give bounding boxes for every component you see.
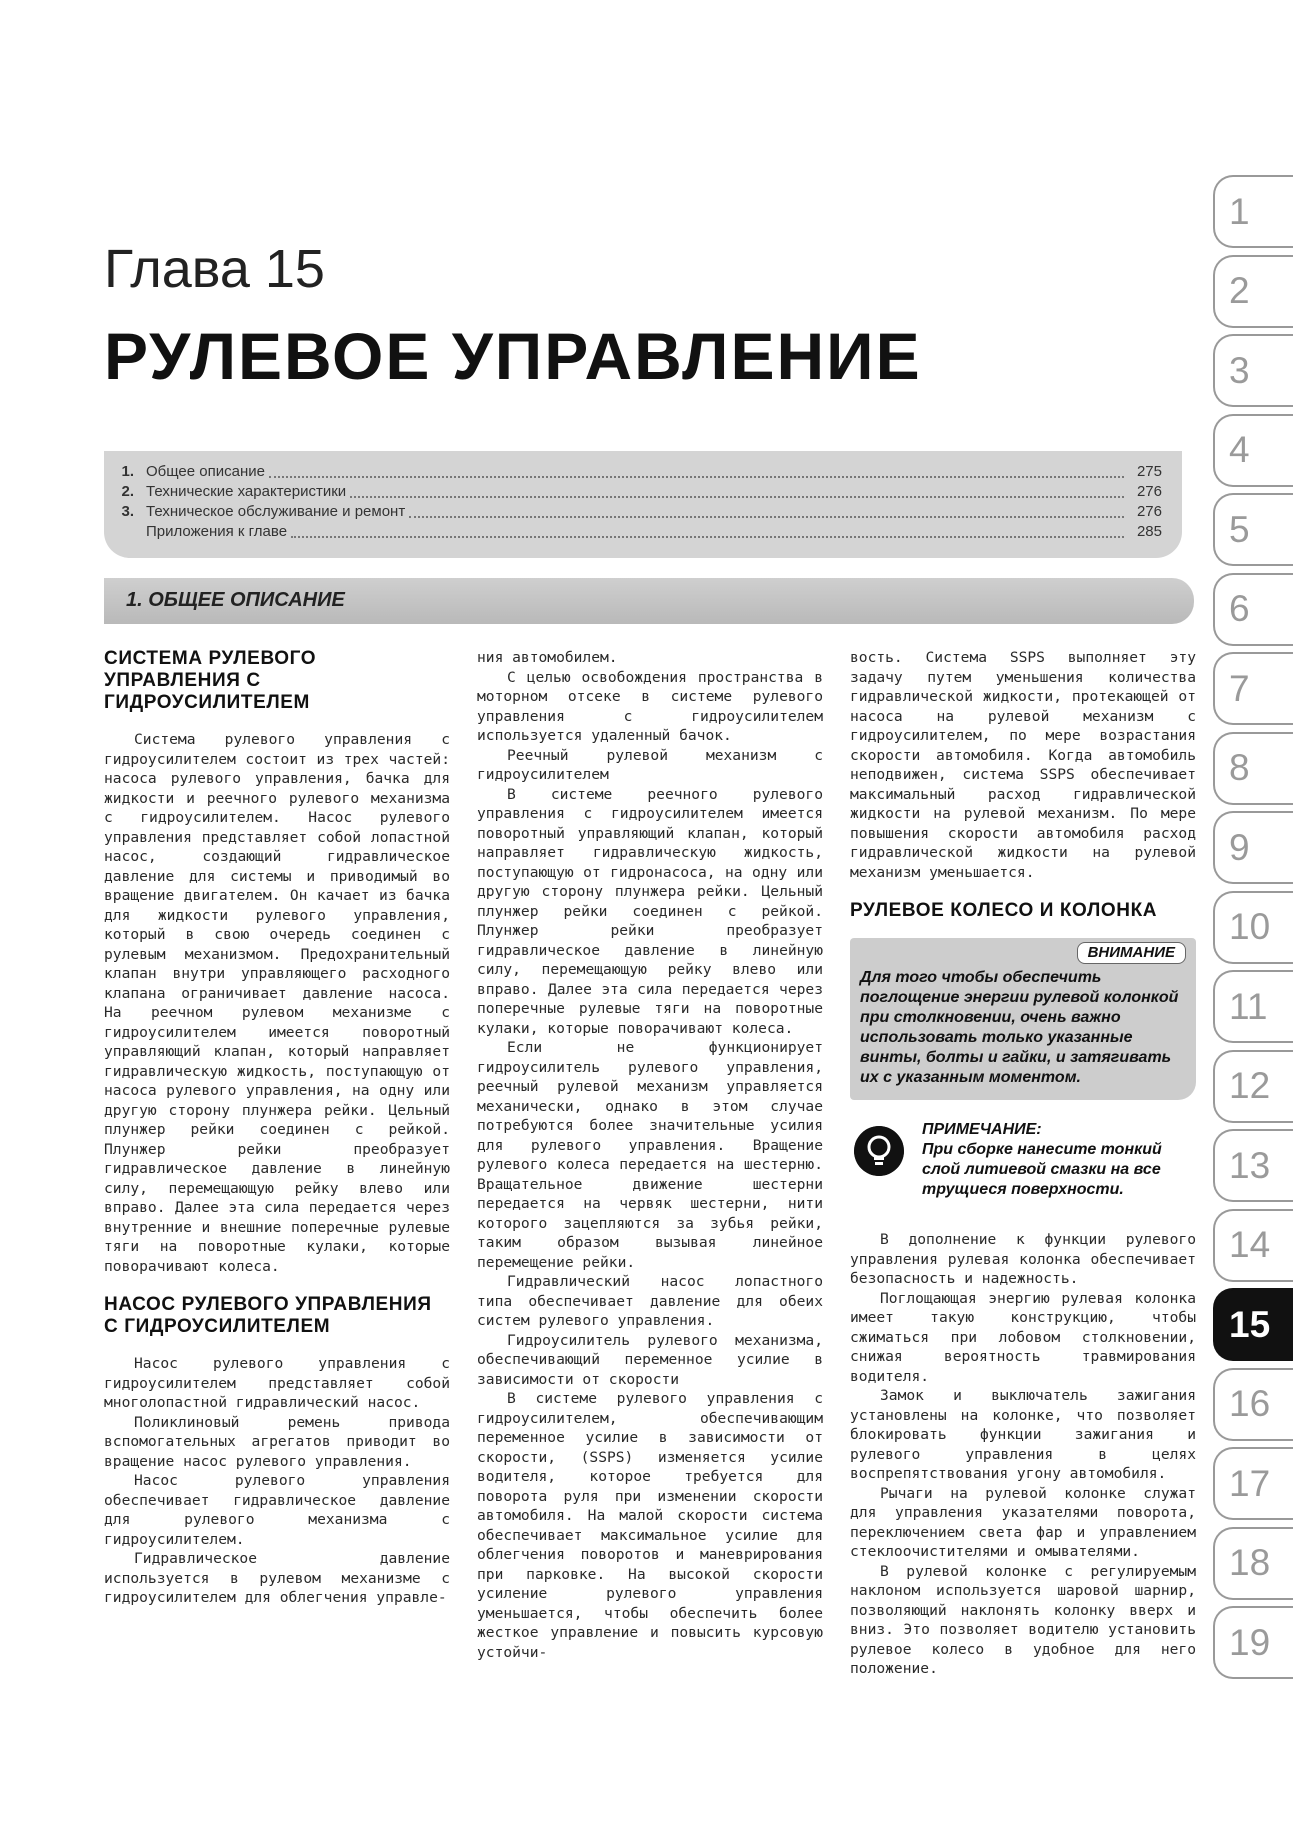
paragraph: Насос рулевого управления с гидроусилителем представляет собой многолопастной гидравлический насос. <box>104 1355 450 1411</box>
chapter-tab-15[interactable]: 15 <box>1213 1288 1293 1361</box>
warning-label: ВНИМАНИЕ <box>1077 942 1186 964</box>
chapter-tab-17[interactable]: 17 <box>1213 1447 1293 1520</box>
chapter-tab-12[interactable]: 12 <box>1213 1050 1293 1123</box>
paragraph: вость. Система SSPS выполняет эту задачу путем уменьшения количества гидравлической жидкости, протекающей от насоса на рулевой механизм с гидроусилителем, по мере возрастания скорости автомобиля. Когда автомобиль неподвижен, система SSPS обеспечивает максимальный расход гидравлической жидкости на рулевой механизм. По мере повышения скорости автомобиля расход гидравлической жидкости на рулевой механизм уменьшается. <box>850 649 1196 881</box>
paragraph: Поглощающая энергию рулевая колонка имеет такую конструкцию, чтобы сжиматься при лобовом столкновении, снижая вероятность травмирования водителя. <box>850 1289 1196 1385</box>
text-column-2 <box>477 648 823 1662</box>
section-title: 1. ОБЩЕЕ ОПИСАНИЕ <box>126 589 345 611</box>
chapter-tab-2[interactable]: 2 <box>1213 255 1293 328</box>
paragraph: В системе рулевого управления с гидроусилителем, обеспечивающим переменное усилие в зависимости от скорости, (SSPS) изменяется усилие водителя, которое требуется для поворота руля при изменении скорости автомобиля. На малой скорости система обеспечивает максимальное усилие для облегчения поворотов и маневрирования при парковке. На высокой скорости усиление рулевого управления уменьшается, чтобы обеспечить более жесткое управление и повысить курсовую устойчи- <box>477 1390 823 1661</box>
paragraph: Реечный рулевой механизм с гидроусилителем <box>477 746 823 783</box>
toc-number <box>104 523 146 543</box>
chapter-tab-3[interactable]: 3 <box>1213 334 1293 407</box>
toc-number: 1. <box>121 463 134 480</box>
toc-row[interactable] <box>104 503 1162 523</box>
toc-leader <box>291 523 1124 538</box>
warning-box <box>850 938 1196 1100</box>
note-text: При сборке нанесите тонкий слой литиевой смазки на все трущиеся поверхности. <box>922 1141 1162 1198</box>
paragraph: В рулевой колонке с регулируемым наклоном используется шаровой шарнир, позволяющий наклонять колонку вверх и вниз. Это позволяет водителю установить рулевое колесо в удобное для него положение. <box>850 1562 1196 1677</box>
paragraph: В системе реечного рулевого управления с гидроусилителем имеется поворотный управляющий клапан, который направляет гидравлическую жидкость, поступающую от гидронасоса, на одну или другую сторону плунжера рейки. Цельный плунжер рейки соединен с рейкой. Плунжер рейки преобразует гидравлическое давление в линейную силу, перемещающую рейку влево или вправо. Далее эта сила передается через поперечные рулевые тяги на поворотные кулаки, которые поворачивают колеса. <box>477 785 823 1037</box>
paragraph: Насос рулевого управления обеспечивает гидравлическое давление для рулевого механизма с гидроусилителем. <box>104 1472 450 1548</box>
warning-text: Для того чтобы обеспечить поглощение энергии рулевой колонкой при столкновении, очень важно использовать только указанные винты, болты и гайки, и затягивать их с указанным моментом. <box>860 969 1179 1086</box>
note-box <box>850 1120 1196 1200</box>
chapter-tab-5[interactable]: 5 <box>1213 493 1293 566</box>
chapter-tab-8[interactable]: 8 <box>1213 732 1293 805</box>
paragraph: Система рулевого управления с гидроусилителем состоит из трех частей: насоса рулевого управления, бачка для жидкости и реечного рулевого механизма с гидроусилителем. Насос рулевого управления представляет собой лопастной насос, создающий гидравлическое давление для системы и приводимый во вращение двигателем. Он качает из бачка для жидкости рулевого управления, который в свою очередь соединен с рулевым механизмом. Предохранительный клапан внутри управляющего расходного клапана ограничивает давление насоса. На реечном рулевом механизме с гидроусилителем имеется поворотный управляющий клапан, который направляет гидравлическую жидкость, поступающую от насоса рулевого управления, на одну или другую сторону плунжера рейки. Цельный плунжер рейки соединен с рейкой. Плунжер рейки преобразует гидравлическое давление в линейную силу, перемещающую рейку влево или вправо. Далее эта сила передается через внутренние и внешние поперечные рулевые тяги на поворотные кулаки, которые поворачивают колеса. <box>104 731 450 1275</box>
chapter-title: РУЛЕВОЕ УПРАВЛЕНИЕ <box>104 319 922 393</box>
toc-text: Технические характеристики <box>146 483 347 500</box>
toc-leader <box>409 503 1124 518</box>
chapter-tab-19[interactable]: 19 <box>1213 1606 1293 1679</box>
text-column-1 <box>104 648 450 1608</box>
chapter-tab-6[interactable]: 6 <box>1213 573 1293 646</box>
paragraph: Гидроусилитель рулевого механизма, обеспечивающий переменное усилие в зависимости от скорости <box>477 1331 823 1388</box>
paragraph: Замок и выключатель зажигания установлены на колонке, что позволяет блокировать функции зажигания и рулевого управления в целях воспрепятствования угону автомобиля. <box>850 1387 1196 1482</box>
note-body <box>922 1120 1196 1200</box>
text-column-3 <box>850 648 1196 1679</box>
toc-number: 3. <box>121 503 134 520</box>
paragraph: Гидравлический насос лопастного типа обеспечивает давление для обеих систем рулевого управления. <box>477 1273 823 1329</box>
toc-leader <box>269 463 1124 478</box>
paragraph: Если не функционирует гидроусилитель рулевого управления, реечный рулевой механизм управляется механически, однако в этом случае потребуются более значительные усилия для рулевого управления. Вращение рулевого колеса передается на шестерню. Вращательное движение шестерни передается на червяк шестерни, нити которого зацепляются за зубья рейки, таким образом вызывая линейное перемещение рейки. <box>477 1039 823 1271</box>
paragraph: Гидравлическое давление используется в рулевом механизме с гидроусилителем для облегчения управле- <box>104 1550 450 1606</box>
chapter-tab-16[interactable]: 16 <box>1213 1368 1293 1441</box>
toc-text: Техническое обслуживание и ремонт <box>146 503 406 520</box>
toc-row[interactable] <box>104 463 1162 483</box>
chapter-tab-7[interactable]: 7 <box>1213 652 1293 725</box>
chapter-tab-11[interactable]: 11 <box>1213 970 1293 1043</box>
toc-row[interactable] <box>104 483 1162 503</box>
toc-page: 285 <box>1136 523 1162 540</box>
paragraph: ния автомобилем. <box>477 649 618 666</box>
chapter-tab-14[interactable]: 14 <box>1213 1209 1293 1282</box>
toc-leader <box>350 483 1124 498</box>
section-header <box>104 578 1194 624</box>
chapter-tab-4[interactable]: 4 <box>1213 414 1293 487</box>
toc-row[interactable] <box>104 523 1162 543</box>
note-label: ПРИМЕЧАНИЕ: <box>922 1121 1042 1138</box>
toc-text: Общее описание <box>146 463 265 480</box>
lightbulb-icon <box>854 1126 904 1176</box>
paragraph: Рычаги на рулевой колонке служат для управления указателями поворота, переключением света фар и управлением стеклоочистителями и омывателями. <box>850 1484 1196 1560</box>
chapter-tab-13[interactable]: 13 <box>1213 1129 1293 1202</box>
toc-page: 275 <box>1136 463 1162 480</box>
table-of-contents <box>104 451 1182 558</box>
paragraph: С целью освобождения пространства в моторном отсеке в системе рулевого управления с гидроусилителем используется удаленный бачок. <box>477 668 823 744</box>
toc-number: 2. <box>121 483 134 500</box>
paragraph: Поликлиновый ремень привода вспомогательных агрегатов приводит во вращение насос рулевого управления. <box>104 1413 450 1470</box>
chapter-tab-9[interactable]: 9 <box>1213 811 1293 884</box>
chapter-tab-10[interactable]: 10 <box>1213 891 1293 964</box>
subheading: НАСОС РУЛЕВОГО УПРАВЛЕНИЯ С ГИДРОУСИЛИТЕЛЕМ <box>104 1294 432 1337</box>
toc-page: 276 <box>1136 503 1162 520</box>
chapter-label: Глава 15 <box>104 239 325 299</box>
chapter-tab-18[interactable]: 18 <box>1213 1527 1293 1600</box>
toc-text: Приложения к главе <box>146 523 288 540</box>
subheading: РУЛЕВОЕ КОЛЕСО И КОЛОНКА <box>850 900 1158 921</box>
subheading: СИСТЕМА РУЛЕВОГО УПРАВЛЕНИЯ С ГИДРОУСИЛИТЕЛЕМ <box>104 648 317 713</box>
toc-page: 276 <box>1136 483 1162 500</box>
paragraph: В дополнение к функции рулевого управления рулевая колонка обеспечивает безопасность и надежность. <box>850 1231 1196 1287</box>
chapter-tab-1[interactable]: 1 <box>1213 175 1293 248</box>
